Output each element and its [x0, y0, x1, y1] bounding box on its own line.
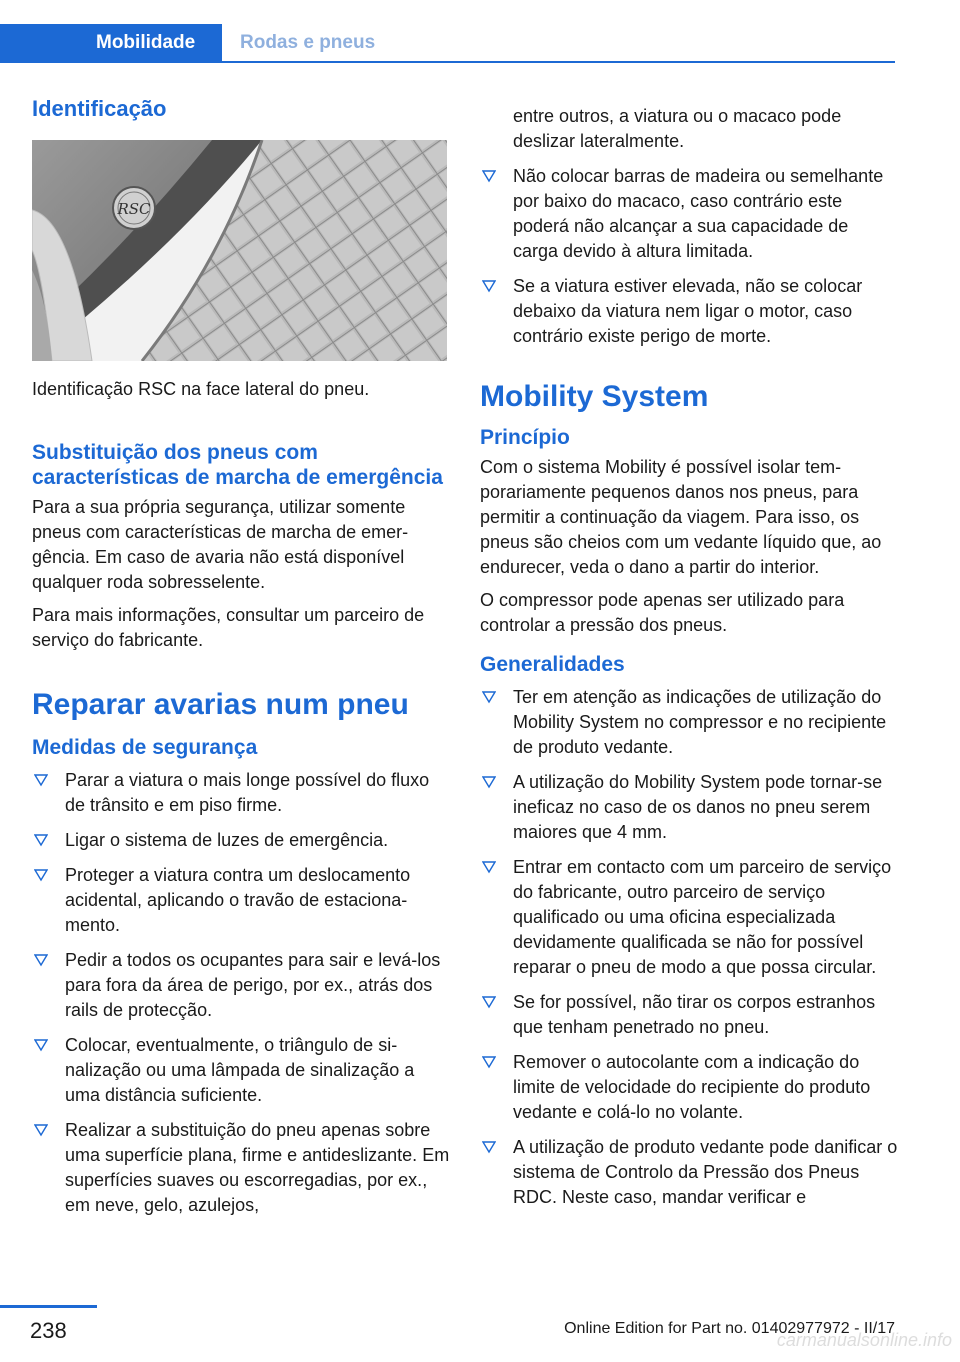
header-rule: [0, 61, 895, 63]
image-caption: Identificação RSC na face lateral do pneu.: [32, 379, 370, 399]
triangle-bullet-icon: [482, 279, 496, 293]
list-item: [480, 1135, 898, 1210]
list-item: [480, 685, 898, 760]
list-item: [480, 770, 898, 845]
list-item-text: Ter em atenção as indicações de utilização do Mobility System no compressor e no recipiente de produto vedante.: [513, 687, 887, 757]
list-item: [480, 855, 898, 980]
triangle-bullet-icon: [482, 690, 496, 704]
list-item-text: Colocar, eventualmente, o triângulo de sinalização ou uma lâmpada de sinalização a uma distância suficiente.: [65, 1035, 415, 1105]
list-item-text: Entrar em contacto com um parceiro de serviço do fabricante, outro parceiro de serviço qualificado ou uma oficina especializada devidamente qualificada se não for possível reparar o pneu de modo a que possa circular.: [513, 857, 892, 977]
list-item: [32, 948, 450, 1023]
left-column: [32, 96, 450, 1228]
triangle-bullet-icon: [482, 169, 496, 183]
list-item: [32, 1118, 450, 1218]
list-item: [480, 274, 898, 349]
watermark: carmanualsonline.info: [776, 1330, 952, 1350]
list-item-text: Remover o autocolante com a indicação do limite de velocidade do recipiente do produto vedante e colá-lo no volante.: [513, 1052, 871, 1122]
right-column: [480, 104, 898, 1220]
list-item: [32, 768, 450, 818]
triangle-bullet-icon: [34, 773, 48, 787]
list-item: [32, 828, 450, 853]
list-item: [32, 1033, 450, 1108]
heading-medidas: Medidas de segurança: [32, 736, 258, 759]
list-item: [480, 164, 898, 264]
substituicao-paragraph-1: Para a sua própria segurança, utilizar somente pneus com características de marcha de emergência. Em caso de avaria não está disponível qualquer roda sobresselente.: [32, 497, 409, 592]
triangle-bullet-icon: [34, 833, 48, 847]
list-item-text: Parar a viatura o mais longe possível do fluxo de trânsito e em piso firme.: [65, 770, 430, 815]
heading-generalidades: Generalidades: [480, 653, 625, 676]
list-item: [32, 863, 450, 938]
triangle-bullet-icon: [34, 868, 48, 882]
heading-reparar: Reparar avarias num pneu: [32, 688, 409, 721]
triangle-bullet-icon: [34, 1038, 48, 1052]
page-header: [0, 0, 960, 64]
medidas-list: [32, 768, 450, 1218]
triangle-bullet-icon: [34, 1123, 48, 1137]
section-tab-mobilidade: Mobilidade: [0, 24, 222, 62]
heading-identificacao: Identificação: [32, 96, 167, 121]
list-item-text: Não colocar barras de madeira ou semelhante por baixo do macaco, caso contrário este poderá não alcançar a sua capacidade de carga devido à altura limitada.: [513, 166, 884, 261]
list-item-text: Ligar o sistema de luzes de emergência.: [65, 830, 389, 850]
page-number: 238: [30, 1318, 67, 1343]
triangle-bullet-icon: [482, 1140, 496, 1154]
list-item: [480, 1050, 898, 1125]
footer-rule: [0, 1305, 97, 1308]
edition-note: Online Edition for Part no. 01402977972 - II/17: [564, 1320, 895, 1337]
list-item-text: Se for possível, não tirar os corpos estranhos que tenham penetrado no pneu.: [513, 992, 876, 1037]
triangle-bullet-icon: [34, 953, 48, 967]
principio-paragraph-2: O compressor pode apenas ser utilizado para controlar a pressão dos pneus.: [480, 590, 845, 635]
continuation-text: entre outros, a viatura ou o macaco pode deslizar lateralmente.: [513, 106, 842, 151]
list-item-text: Proteger a viatura contra um deslocamento acidental, aplicando o travão de estacionamento.: [65, 865, 411, 935]
list-item-text: Realizar a substituição do pneu apenas sobre uma superfície plana, firme e antideslizante. Em superfícies suaves ou escorregadias, por ex., em neve, gelo, azulejos,: [65, 1120, 450, 1215]
triangle-bullet-icon: [482, 775, 496, 789]
list-item-text: Pedir a todos os ocupantes para sair e levá-los para fora da área de perigo, por ex., atrás dos rails de protecção.: [65, 950, 441, 1020]
list-item-text: A utilização do Mobility System pode tornar-se ineficaz no caso de os danos no pneu serem maiores que 4 mm.: [513, 772, 883, 842]
list-item: [480, 990, 898, 1040]
continued-list: [480, 164, 898, 349]
triangle-bullet-icon: [482, 860, 496, 874]
heading-mobility-system: Mobility System: [480, 380, 709, 413]
heading-principio: Princípio: [480, 426, 570, 449]
list-item-text: A utilização de produto vedante pode danificar o sistema de Controlo da Pressão dos Pneus RDC. Neste caso, mandar verificar e: [513, 1137, 898, 1207]
section-tab-rodas-e-pneus: Rodas e pneus: [240, 32, 376, 53]
principio-paragraph-1: Com o sistema Mobility é possível isolar temporariamente pequenos danos nos pneus, para permitir a continuação da viagem. Para isso, os pneus são cheios com um vedante líquido que, ao endurecer, veda o dano a partir do interior.: [480, 457, 882, 577]
generalidades-list: [480, 685, 898, 1210]
triangle-bullet-icon: [482, 1055, 496, 1069]
list-item-text: Se a viatura estiver elevada, não se colocar debaixo da viatura nem ligar o motor, caso contrário existe perigo de morte.: [513, 276, 863, 346]
heading-substituicao: Substituição dos pneus com características de marcha de emergência: [32, 441, 443, 489]
tire-sidewall-image: [32, 140, 447, 361]
rsc-emblem-text: RSC: [117, 200, 151, 218]
substituicao-paragraph-2: Para mais informações, consultar um parceiro de serviço do fabricante.: [32, 605, 425, 650]
triangle-bullet-icon: [482, 995, 496, 1009]
